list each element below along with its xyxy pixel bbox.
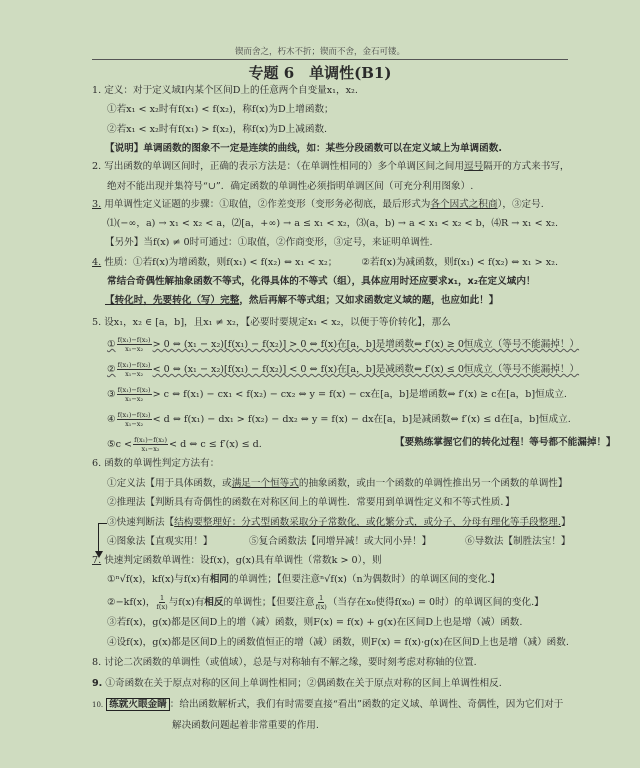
section-5-item-4 — [107, 411, 571, 428]
item-text: < 0 ⇔ (x₁ − x₂)[f(x₁) − f(x₂)] < 0 ⇔ f(x)在[a，b]是减函数⇔ f′(x) ≤ 0恒成立（等号不能漏掉！） — [152, 364, 580, 375]
section-5-item-5 — [107, 436, 262, 453]
item-text: 与f(x)有 — [168, 597, 205, 608]
item-text: ①ⁿ√f(x)，kf(x)与f(x)有 — [107, 574, 210, 585]
fraction-denominator: x₁−x₂ — [125, 420, 144, 428]
header-motto: 锲而舍之，朽木不折；锲而不舍，金石可镂。 — [234, 47, 405, 57]
section-number: 9. — [92, 678, 103, 689]
method-graph: ④图象法【直观实用！】 — [107, 536, 213, 547]
section-text: ①奇函数在关于原点对称的区间上单调性相同；②偶函数在关于原点对称的区间上单调性相反. — [105, 678, 502, 689]
section-number: 8. — [92, 657, 102, 668]
method-text: 】 — [560, 517, 571, 528]
section-text: 性质：①若f(x)为增函数，则f(x₁) < f(x₂) ⇔ x₁ < x₂； — [104, 257, 338, 268]
method-quick-judgement — [107, 516, 571, 530]
section-1-note: 【说明】单调函数的图象不一定是连续的曲线，如：某些分段函数可以在定义域上为单调函数. — [105, 143, 502, 154]
section-5 — [92, 316, 451, 330]
fraction — [157, 594, 168, 611]
arrow-connector — [98, 523, 107, 554]
section-3-note: 【另外】当f(x) ≠ 0时可通过：①取值，②作商变形，③定号，来证明单调性. — [105, 237, 433, 248]
section-3-intervals: ⑴(−∞，a) → x₁ < x₂ < a，⑵[a，+∞) → a ≤ x₁ < x₂，⑶(a，b) → a < x₁ < x₂ < b，⑷R → x₁ < x₂. — [107, 218, 559, 229]
item-text: < d ⇔ f(x₁) − dx₁ > f(x₂) − dx₂ ⇔ y = f(x) − dx在[a，b]是减函数⇔ f′(x) ≤ d在[a，b]恒成立. — [152, 414, 571, 425]
item-marker: ⑤c < — [107, 439, 133, 450]
boxed-heading: 练就火眼金睛 — [106, 698, 170, 711]
fraction-numerator: f(x₁)−f(x₂) — [117, 386, 151, 394]
item-text: < d ⇔ c ≤ f′(x) ≤ d. — [169, 439, 262, 450]
fraction — [117, 386, 152, 403]
underlined-text: 满足一个恒等式 — [231, 478, 299, 489]
fraction — [117, 361, 152, 378]
section-7-item-1 — [107, 573, 500, 587]
fraction-denominator: x₁−x₂ — [125, 345, 144, 353]
section-5-note: 【要熟练掌握它们的转化过程！等号都不能漏掉！】 — [395, 437, 616, 448]
section-text: 用单调性定义证题的步骤：①取值，②作差变形（变形务必彻底，最后形式为 — [104, 199, 431, 210]
section-number: 5. — [92, 317, 102, 328]
section-8 — [92, 656, 477, 670]
section-5-item-1 — [107, 336, 579, 353]
section-1 — [92, 84, 358, 98]
method-derivative: ⑥导数法【制胜法宝！】 — [465, 536, 571, 547]
section-4-line-2: 常结合奇偶性解抽象函数不等式，化得具体的不等式（组），具体应用时还应要求x₁，x₂在定义域内！ — [107, 276, 536, 287]
section-number: 2. — [92, 161, 102, 172]
section-text: ：给出函数解析式，我们有时需要直接“看出”函数的定义域、单调性、奇偶性，因为它们对于 — [169, 699, 564, 710]
fraction — [117, 336, 152, 353]
section-number: 3. — [92, 199, 102, 210]
section-2 — [92, 160, 570, 174]
section-number: 4. — [92, 257, 102, 268]
section-6 — [92, 457, 219, 471]
emphasis-text: 相同 — [209, 574, 229, 585]
section-text: 函数的单调性判定方法有： — [104, 458, 220, 469]
item-text: > 0 ⇔ (x₁ − x₂)[f(x₁) − f(x₂)] > 0 ⇔ f(x)在[a，b]是增函数⇔ f′(x) ≥ 0恒成立（等号不能漏掉！） — [152, 339, 580, 350]
page-title: 专题 6 单调性(B1) — [248, 64, 392, 82]
fraction-denominator: f(x) — [156, 603, 168, 611]
method-text: ①定义法【用于具体函数，或 — [107, 478, 232, 489]
section-number: 6. — [92, 458, 102, 469]
emphasis-text: 相反 — [204, 597, 224, 608]
section-1-item-1: ①若x₁ < x₂时有f(x₁) < f(x₂)，称f(x)为D上增函数； — [107, 104, 334, 115]
section-text: 设x₁，x₂ ∈ [a，b]，且x₁ ≠ x₂，【必要时要规定x₁ < x₂，以便于等价转化】，那么 — [104, 317, 451, 328]
fraction-denominator: x₁−x₂ — [125, 395, 144, 403]
section-text: 讨论二次函数的单调性（或值域），总是与对称轴有不解之缘，要时刻考虑对称轴的位置. — [104, 657, 477, 668]
fraction-denominator: x₁−x₂ — [125, 370, 144, 378]
fraction — [316, 594, 327, 611]
method-text: 的抽象函数，或由一个函数的单调性推出另一个函数的单调性】 — [298, 478, 568, 489]
fraction-numerator: 1 — [160, 594, 165, 602]
method-reasoning: ②推理法【判断具有奇偶性的函数在对称区间上的单调性．常要用到单调性定义和不等式性质．】 — [107, 497, 515, 508]
section-7-item-3: ③若f(x)，g(x)都是区间D上的增（减）函数，则F(x) = f(x) + g(x)在区间D上也是增（减）函数. — [107, 617, 523, 628]
method-definition — [107, 477, 568, 491]
section-7 — [92, 554, 382, 568]
item-text: 的单调性；【但要注意 — [223, 597, 315, 608]
section-10 — [92, 698, 563, 712]
underlined-text: 结构要整理好：分式型函数采取分子常数化，或化繁分式，或分子、分母有理化等手段整理. — [174, 517, 561, 528]
section-text: 隔开的方式来书写， — [483, 161, 570, 172]
item-marker: ① — [107, 339, 116, 350]
fraction-denominator: f(x) — [315, 603, 327, 611]
fraction — [117, 411, 152, 428]
header-divider — [92, 59, 568, 60]
item-marker: ④ — [107, 414, 116, 425]
fraction-numerator: 1 — [319, 594, 324, 602]
section-2-line-2: 绝对不能出现并集符号“∪”．确定函数的单调性必须指明单调区间（可充分利用图象）. — [107, 181, 474, 192]
fraction — [133, 436, 168, 453]
item-marker: ② — [107, 364, 116, 375]
section-text: 定义：对于定义域I内某个区间D上的任意两个自变量x₁，x₂. — [104, 85, 358, 96]
fraction-numerator: f(x₁)−f(x₂) — [117, 411, 151, 419]
item-text: 的单调性；【但要注意ⁿ√f(x)（n为偶数时）的单调区间的变化.】 — [229, 574, 500, 585]
section-text: ），③定号. — [497, 199, 544, 210]
section-9 — [92, 677, 502, 691]
fraction-numerator: f(x₁)−f(x₂) — [134, 436, 168, 444]
underlined-text: 逗号 — [463, 161, 484, 172]
section-7-item-4: ④设f(x)，g(x)都是区间D上的函数值恒正的增（减）函数，则F(x) = f(x)·g(x)在区间D上也是增（减）函数. — [107, 637, 569, 648]
method-composite: ⑤复合函数法【同增异减！或大同小异！】 — [249, 536, 432, 547]
item-marker: ③ — [107, 389, 116, 400]
item-text: ②−kf(x)， — [107, 597, 156, 608]
section-4-line-3 — [105, 294, 498, 308]
fraction-denominator: x₁−x₂ — [141, 445, 160, 453]
method-text: ③快速判断法【 — [107, 517, 175, 528]
section-number: 10. — [92, 701, 104, 709]
section-text: ②若f(x)为减函数，则f(x₁) < f(x₂) ⇔ x₁ > x₂. — [361, 257, 559, 268]
section-number: 1. — [92, 85, 102, 96]
section-5-item-2 — [107, 361, 579, 378]
section-text: 快速判定函数单调性：设f(x)，g(x)具有单调性（常数k > 0），则 — [104, 555, 382, 566]
section-10-line-2: 解决函数问题起着非常重要的作用. — [172, 720, 319, 731]
fraction-numerator: f(x₁)−f(x₂) — [117, 361, 151, 369]
section-3 — [92, 198, 544, 212]
section-7-item-2 — [107, 594, 544, 611]
underlined-text: 各个因式之积商 — [430, 199, 498, 210]
fraction-numerator: f(x₁)−f(x₂) — [117, 336, 151, 344]
section-1-item-2: ②若x₁ < x₂时有f(x₁) > f(x₂)，称f(x)为D上减函数. — [107, 124, 328, 135]
item-text: （当存在x₀使得f(x₀) = 0时）的单调区间的变化.】 — [327, 597, 544, 608]
underlined-text: 【转化时，先要转化（写）完整 — [105, 295, 240, 306]
section-text: ，然后再解不等式组；又如求函数定义域的题，也应如此！】 — [239, 295, 499, 306]
section-5-item-3 — [107, 386, 567, 403]
item-text: > c ⇔ f(x₁) − cx₁ < f(x₂) − cx₂ ⇔ y = f(x) − cx在[a，b]是增函数⇔ f′(x) ≥ c在[a，b]恒成立. — [152, 389, 567, 400]
section-4 — [92, 256, 558, 270]
section-number: 7. — [92, 555, 102, 566]
section-text: 写出函数的单调区间时，正确的表示方法是：（在单调性相同的）多个单调区间之间用 — [104, 161, 464, 172]
